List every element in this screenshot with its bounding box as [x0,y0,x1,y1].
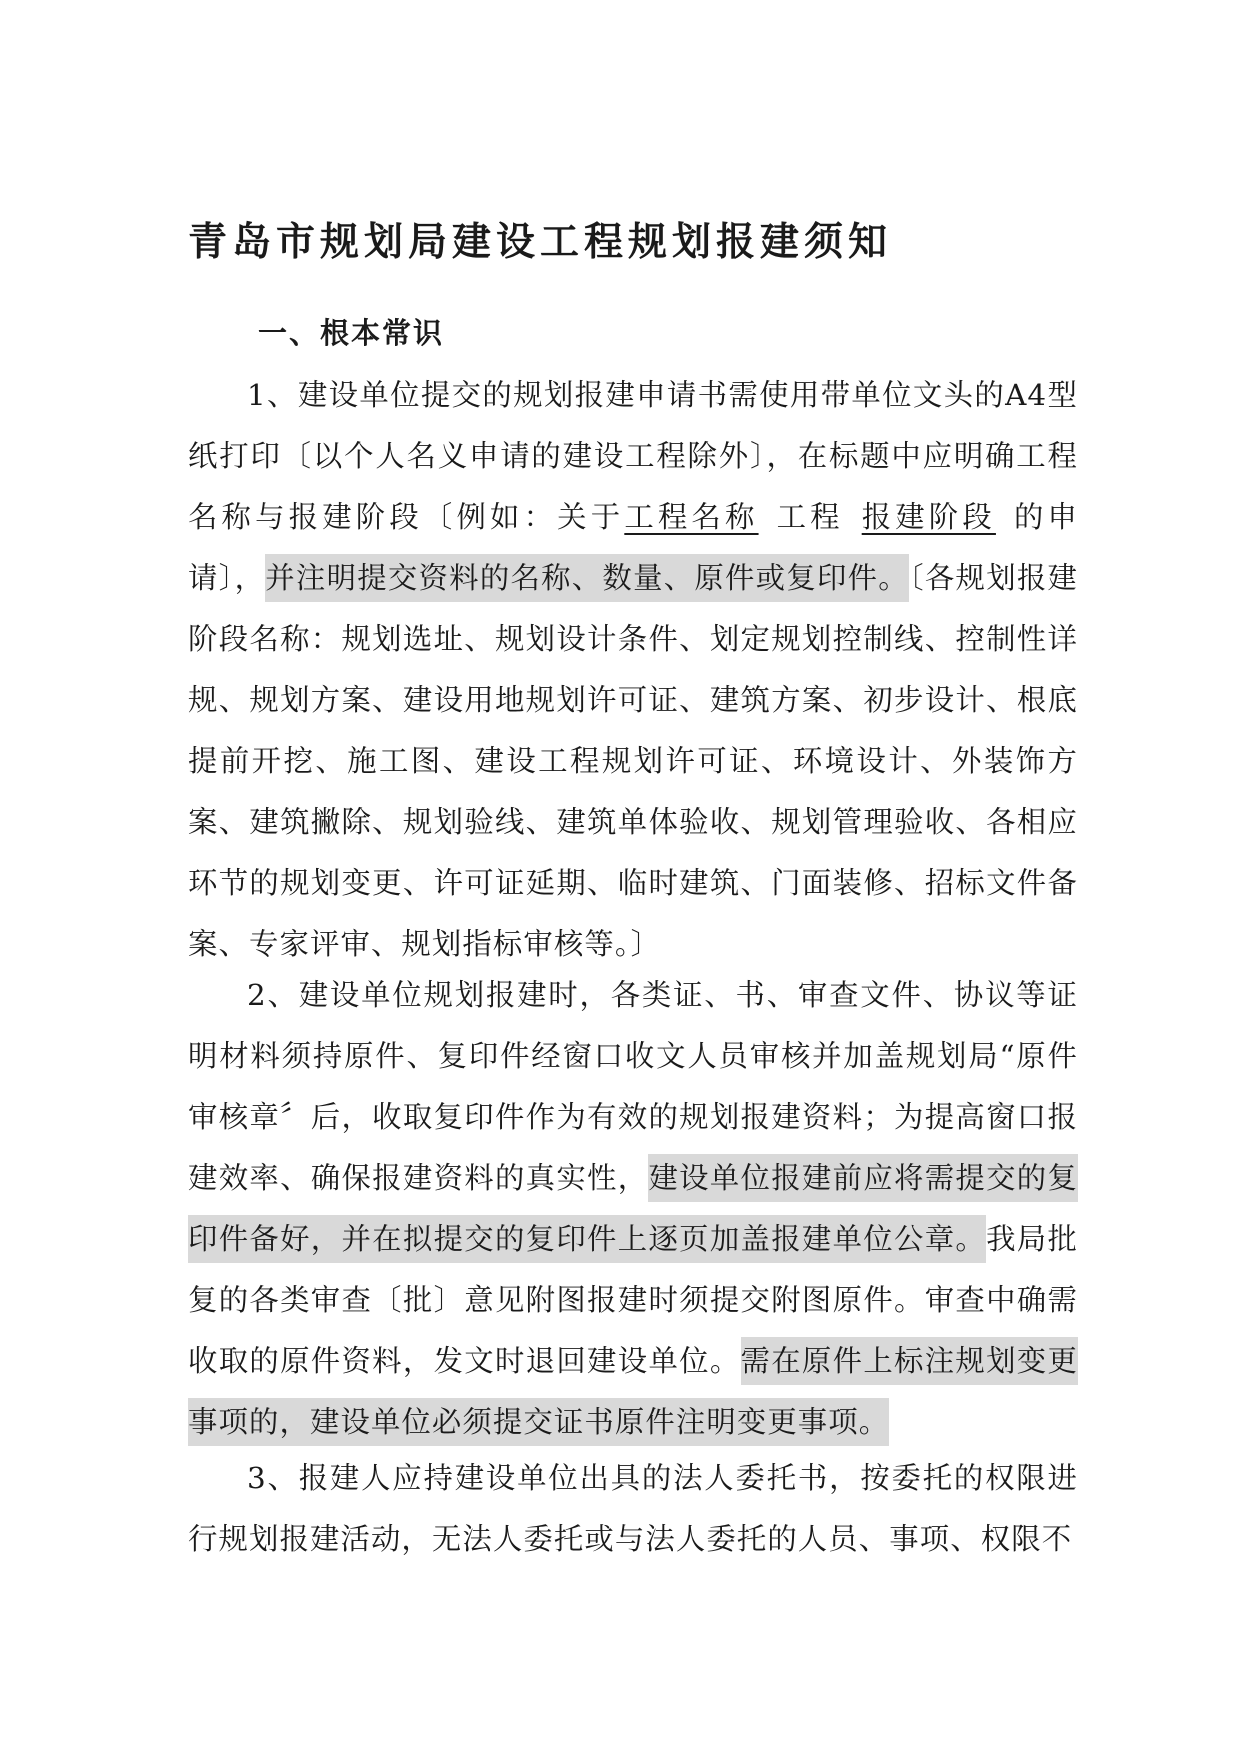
paragraph-text: 〔各规划报建阶段名称：规划选址、规划设计条件、划定规划控制线、控制性详规、规划方案、建设用地规划许可证、建筑方案、初步设计、根底提前开挖、施工图、建设工程规划许可证、环境设计、外装饰方案、建筑撇除、规划验线、建筑单体验收、规划管理验收、各相应环节的规划变更、许可证延期、临时建筑、门面装修、招标文件备案、专家评审、规划指标审核等。〕 [188,561,1078,961]
paragraph-text: 工程 [776,500,844,534]
highlighted-text: 建设单位报建前应将需提交的复印件备好，并在拟提交的复印件上逐页加盖报建单位公章。 [188,1154,1078,1263]
paragraph-3 [188,1448,1078,1570]
paragraph-1 [188,365,1078,975]
paragraph-text: 我局批复的各类审查〔批〕意见附图报建时须提交附图原件。审查中确需收取的原件资料，发文时退回建设单位。 [188,1222,1078,1378]
underlined-placeholder-project-name: 工程名称 [624,500,759,534]
paragraph-text: 1、建设单位提交的规划报建申请书需使用带单位文头的A4型纸打印〔以个人名义申请的建设工程除外〕，在标题中应明确工程名称与报建阶段〔例如：关于 [188,378,1078,534]
paragraph-2 [188,965,1078,1453]
highlighted-text: 并注明提交资料的名称、数量、原件或复印件。 [265,554,909,602]
section-heading: 一、根本常识 [258,316,445,350]
highlighted-text: 需在原件上标注规划变更事项的，建设单位必须提交证书原件注明变更事项。 [188,1337,1078,1446]
paragraph-text: 的申请〕， [188,500,1078,595]
paragraph-text: 2、建设单位规划报建时，各类证、书、审查文件、协议等证明材料须持原件、复印件经窗口收文人员审核并加盖规划局“原件审核章〞后，收取复印件作为有效的规划报建资料；为提高窗口报建效率、确保报建资料的真实性， [188,978,1078,1195]
document-title: 青岛市规划局建设工程规划报建须知 [188,219,893,265]
paragraph-text: 3、报建人应持建设单位出具的法人委托书，按委托的权限进行规划报建活动，无法人委托或与法人委托的人员、事项、权限不 [188,1461,1078,1556]
underlined-placeholder-stage: 报建阶段 [861,500,996,534]
